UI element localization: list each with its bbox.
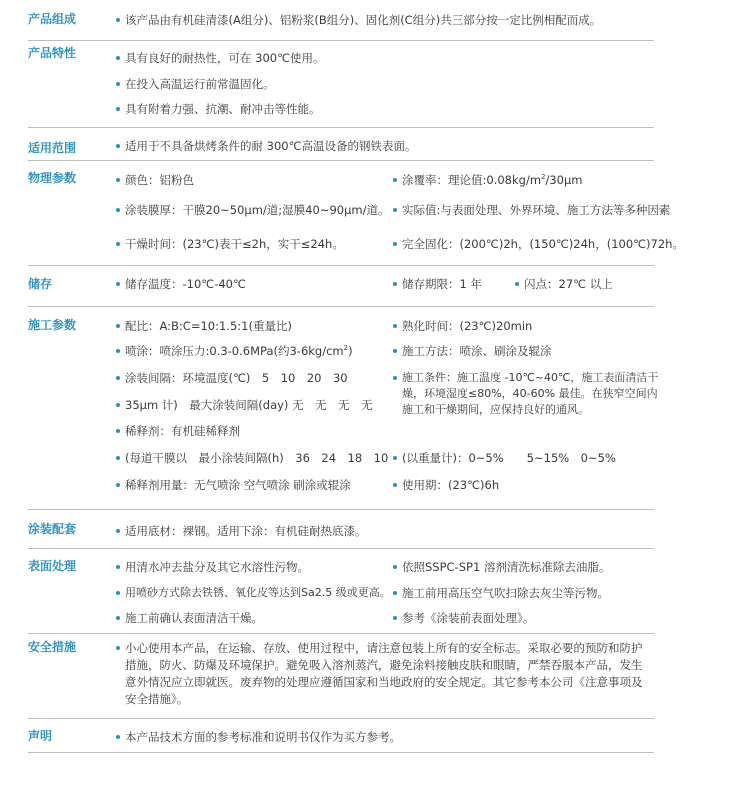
list-item: 完全固化：(200℃)2h，(150℃)24h，(100℃)72h。 (402, 237, 684, 251)
list-item: 稀释剂用量：无气喷涂 空气喷涂 刷涂或辊涂 (125, 478, 351, 492)
list-item: 施工前确认表面清洁干燥。 (125, 611, 263, 625)
list-item: 闪点：27℃ 以上 (524, 277, 613, 291)
list-item: (每道干膜以 最小涂装间隔(h) 36 24 18 10 (125, 451, 389, 465)
list-item: 具有良好的耐热性，可在 300℃使用。 (125, 51, 325, 65)
list-item: 涂装膜厚：干膜20~50μm/道;湿膜40~90μm/道。 (125, 203, 390, 217)
list-item: 35μm 计) 最大涂装间隔(day) 无 无 无 无 (125, 398, 373, 412)
list-item: 熟化时间：(23℃)20min (402, 319, 533, 333)
list-item: 颜色：铝粉色 (125, 173, 194, 187)
section-storage (28, 276, 654, 307)
list-item: 涂装间隔：环境温度(℃) 5 10 20 30 (125, 371, 348, 385)
coverage-text: 涂覆率：理论值:0.08kg/m (402, 173, 542, 187)
section-title: 适用范围 (28, 141, 77, 155)
section-features (28, 45, 654, 128)
spray-text: 喷涂：喷涂压力:0.3-0.6MPa(约3-6kg/cm (125, 344, 344, 358)
list-item: 该产品由有机硅清漆(A组分)、铝粉浆(B组分)、固化剂(C组分)共三部分按一定比例相配而成。 (125, 13, 602, 27)
list-item: (以重量计)：0~5% 5~15% 0~5% (402, 451, 616, 465)
section-scope (28, 138, 654, 161)
section-safety (28, 639, 654, 719)
list-item: 施工前用高压空气吹扫除去灰尘等污物。 (402, 586, 609, 600)
list-item: 储存温度：-10℃-40℃ (125, 277, 246, 291)
section-title: 声明 (28, 729, 53, 743)
spray-close: ) (348, 344, 353, 358)
superscript: 2 (343, 344, 349, 353)
list-item: 配比：A:B:C=10:1.5:1(重量比) (125, 319, 292, 333)
list-item: 使用期：(23℃)6h (402, 478, 500, 492)
section-title: 物理参数 (28, 171, 77, 185)
list-item (125, 343, 353, 359)
section-matching (28, 521, 654, 549)
coverage-unit: /30μm (545, 173, 583, 187)
section-physical (28, 170, 684, 266)
list-item: 依照SSPC-SP1 溶剂清洗标准除去油脂。 (402, 560, 611, 574)
list-item: 干燥时间：(23℃)表干≤2h，实干≤24h。 (125, 237, 344, 251)
section-composition (28, 11, 654, 41)
section-construction (28, 317, 659, 510)
section-surface (28, 558, 654, 634)
list-item: 施工条件：施工温度 -10℃~40℃，施工表面清洁干燥，环境湿度≤80%，40-60% 最佳。在狭窄空间内施工和干燥期间，应保持良好的通风。 (402, 370, 664, 418)
list-item: 施工方法：喷涂、刷涂及辊涂 (402, 344, 552, 358)
list-item (402, 172, 583, 188)
list-item: 用喷砂方式除去铁锈、氧化皮等达到Sa2.5 级或更高。 (125, 586, 391, 599)
list-item: 具有附着力强、抗潮、耐冲击等性能。 (125, 102, 321, 116)
list-item: 适用底材：裸钢。适用下涂：有机硅耐热底漆。 (125, 524, 367, 538)
list-item: 储存期限：1 年 (402, 277, 482, 291)
list-item: 实际值:与表面处理、外界环境、施工方法等多种因素 (402, 203, 671, 217)
section-title: 产品组成 (28, 12, 77, 26)
section-title: 安全措施 (28, 640, 77, 654)
section-statement (28, 728, 654, 753)
list-item: 用清水冲去盐分及其它水溶性污物。 (125, 560, 309, 574)
superscript: 2 (541, 173, 546, 182)
list-item: 稀释剂：有机硅稀释剂 (125, 424, 240, 438)
list-item: 小心使用本产品，在运输、存放、使用过程中，请注意包装上所有的安全标志。采取必要的预防和防护措施，防火、防爆及环境保护。避免吸入溶剂蒸汽，避免涂料接触皮肤和眼睛，严禁吞服本产品，发生意外情况应立即就医。废弃物的处理应遵循国家和当地政府的安全规定。其它参考本公司《注意事项及安全措施》。 (125, 640, 651, 708)
section-title: 储存 (28, 277, 53, 291)
list-item: 适用于不具备烘烤条件的耐 300℃高温设备的钢铁表面。 (125, 139, 417, 153)
section-title: 产品特性 (28, 46, 77, 60)
list-item: 本产品技术方面的参考标准和说明书仅作为买方参考。 (125, 730, 401, 744)
list-item: 在投入高温运行前常温固化。 (125, 77, 275, 91)
list-item: 参考《涂装前表面处理》。 (402, 611, 535, 625)
section-title: 表面处理 (28, 559, 77, 573)
section-title: 施工参数 (28, 318, 77, 332)
section-title: 涂装配套 (28, 522, 77, 536)
